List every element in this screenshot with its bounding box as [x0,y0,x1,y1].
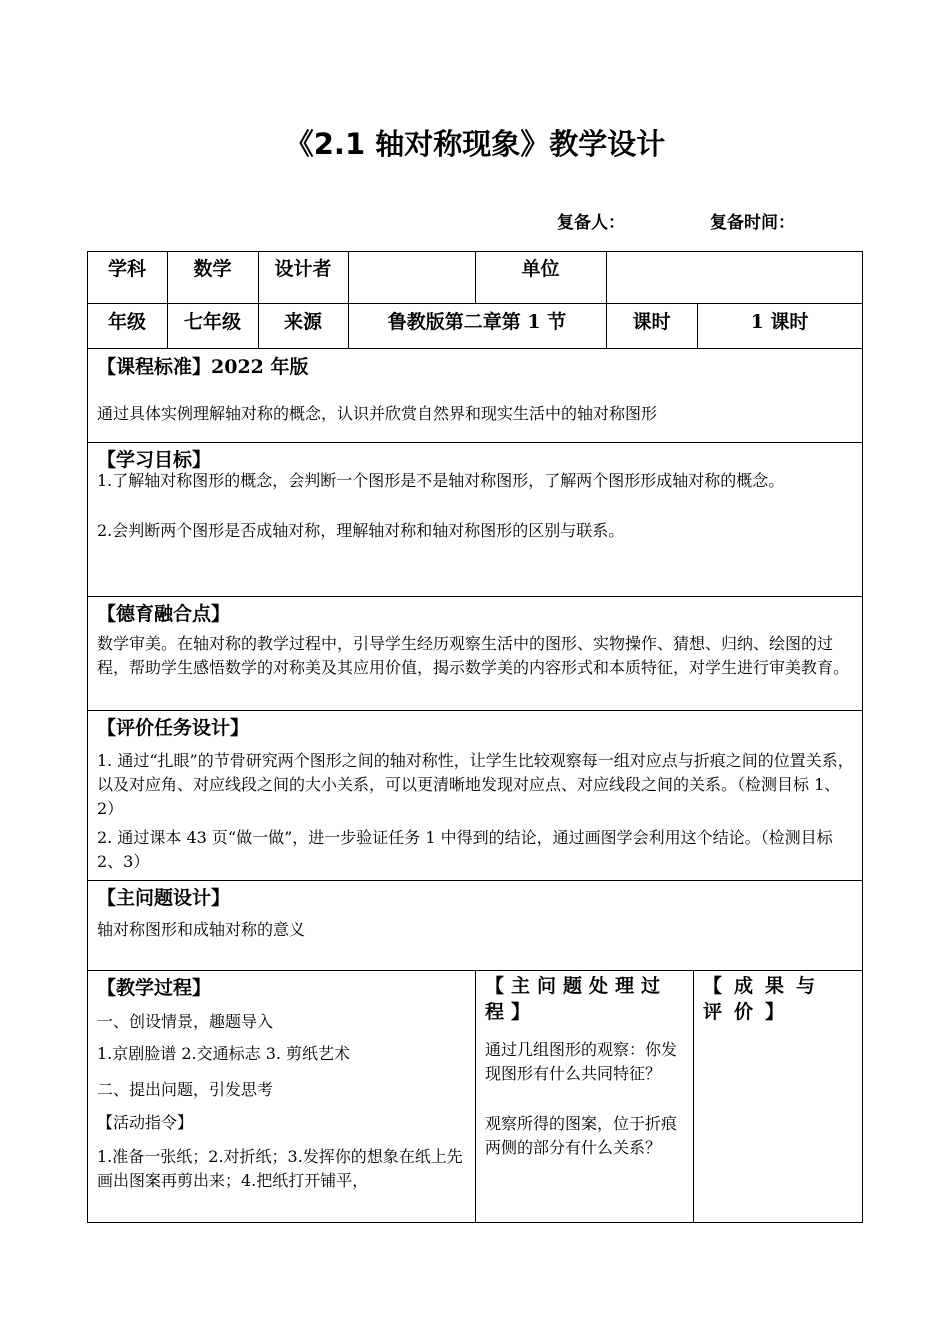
review-time-label: 复备时间： [710,213,795,233]
evaluation-item-1: 1. 通过“扎眼”的节骨研究两个图形之间的轴对称性，让学生比较观察每一组对应点与折痕之间的位置关系，以及对应角、对应线段之间的大小关系，可以更清晰地发现对应点、对应线段之间的关系。（检测目标 1、2） [97,751,854,818]
page-title: 《2.1 轴对称现象》教学设计 [284,127,666,161]
table-border [862,251,863,1223]
table-divider [87,348,863,349]
grade-value: 七年级 [183,311,241,333]
goal-item-2: 2.会判断两个图形是否成轴对称，理解轴对称和轴对称图形的区别与联系。 [97,521,625,540]
result-heading: 【成果与评价】 [703,975,828,1023]
table-divider [606,251,607,303]
goal-item-1: 1.了解轴对称图形的概念，会判断一个图形是不是轴对称图形，了解两个图形形成轴对称的概念。 [97,471,785,490]
table-divider [693,970,694,1222]
table-divider [87,596,863,597]
subject-label: 学科 [107,258,146,280]
process-line-3: 二、提出问题，引发思考 [97,1080,274,1099]
goals-heading: 【学习目标】 [97,449,212,471]
table-divider [87,880,863,881]
lesson-table [87,251,863,1222]
source-value: 鲁教版第二章第 1 节 [387,311,567,333]
table-divider [87,442,863,443]
process-line-4: 【活动指令】 [97,1113,194,1132]
moral-text: 数学审美。在轴对称的教学过程中，引导学生经历观察生活中的图形、实物操作、猜想、归纳、绘图的过程，帮助学生感悟数学的对称美及其应用价值，揭示数学美的内容形式和本质特征，对学生进行审美教育。 [97,634,850,677]
process-line-1: 一、创设情景，趣题导入 [97,1012,274,1031]
main-question-text: 轴对称图形和成轴对称的意义 [97,920,306,939]
moral-heading: 【德育融合点】 [97,603,231,625]
handling-heading: 【主问题处理过程】 [485,975,668,1023]
main-question-heading: 【主问题设计】 [97,887,231,909]
table-divider [475,970,476,1222]
table-divider [87,710,863,711]
evaluation-item-2: 2. 通过课本 43 页“做一做”，进一步验证任务 1 中得到的结论，通过画图学会利用这个结论。（检测目标 2、3） [97,828,833,871]
reviewer-label: 复备人： [557,213,625,233]
subject-value: 数学 [193,258,232,280]
table-border [87,251,88,1223]
process-heading: 【教学过程】 [97,977,212,999]
source-label: 来源 [283,311,322,333]
handling-item-2: 观察所得的图案，位于折痕两侧的部分有什么关系？ [485,1114,678,1157]
standard-text: 通过具体实例理解轴对称的概念，认识并欣赏自然界和现实生活中的轴对称图形 [97,404,658,423]
process-line-2: 1.京剧脸谱 2.交通标志 3. 剪纸艺术 [97,1044,351,1063]
process-line-5: 1.准备一张纸；2.对折纸；3.发挥你的想象在纸上先画出图案再剪出来；4.把纸打开铺平， [97,1147,463,1190]
hours-value: 1 课时 [750,311,809,333]
standard-heading: 【课程标准】2022 年版 [97,356,309,378]
grade-label: 年级 [107,311,146,333]
table-border [87,1222,863,1223]
handling-item-1: 通过几组图形的观察：你发现图形有什么共同特征？ [485,1040,678,1083]
table-divider [87,303,863,304]
unit-label: 单位 [521,258,560,280]
evaluation-heading: 【评价任务设计】 [97,717,250,739]
designer-label: 设计者 [274,258,332,280]
hours-label: 课时 [632,311,671,333]
table-divider [348,251,349,303]
